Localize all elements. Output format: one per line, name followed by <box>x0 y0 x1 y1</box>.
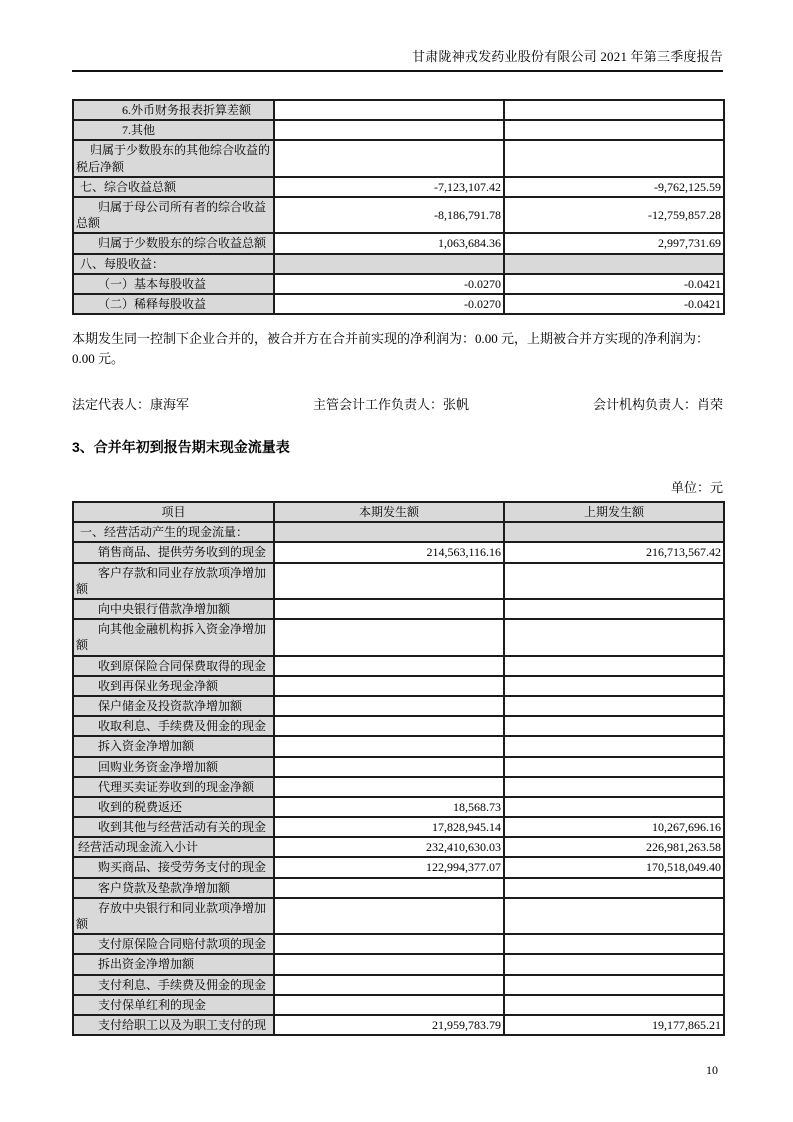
current-period-value <box>274 878 504 898</box>
unit-label: 单位：元 <box>670 480 723 496</box>
page-number: 10 <box>706 1063 718 1077</box>
row-label: 支付原保险合同赔付款项的现金 <box>73 934 274 954</box>
current-period-value <box>274 619 504 655</box>
table-row <box>73 140 724 176</box>
table-row <box>73 619 724 655</box>
table-row <box>73 254 724 274</box>
row-label: 向中央银行借款净增加额 <box>73 599 274 619</box>
current-period-value: 1,063,684.36 <box>274 233 504 253</box>
column-header: 项目 <box>73 502 274 522</box>
prior-period-value <box>504 736 724 756</box>
prior-period-value: -0.0421 <box>504 274 724 294</box>
table-row <box>73 995 724 1015</box>
row-label: 保户储金及投资款净增加额 <box>73 696 274 716</box>
table-row <box>73 120 724 140</box>
row-label: 经营活动现金流入小计 <box>73 837 274 857</box>
prior-period-value <box>504 563 724 599</box>
row-label: 代理买卖证券收到的现金净额 <box>73 777 274 797</box>
row-label: 收到原保险合同保费取得的现金 <box>73 656 274 676</box>
prior-period-value <box>504 777 724 797</box>
row-label: 拆入资金净增加额 <box>73 736 274 756</box>
row-label: 八、每股收益： <box>73 254 274 274</box>
prior-period-value: 216,713,567.42 <box>504 542 724 562</box>
current-period-value <box>274 716 504 736</box>
row-label: 支付利息、手续费及佣金的现金 <box>73 975 274 995</box>
table-row <box>73 857 724 877</box>
table-row <box>73 233 724 253</box>
row-label: 支付保单红利的现金 <box>73 995 274 1015</box>
signature-row <box>72 394 723 413</box>
current-period-value <box>274 656 504 676</box>
prior-period-value <box>504 619 724 655</box>
chief-accountant: 主管会计工作负责人：张帆 <box>312 397 469 413</box>
row-label: 收到其他与经营活动有关的现金 <box>73 817 274 837</box>
column-header: 上期发生额 <box>504 502 724 522</box>
table-row <box>73 878 724 898</box>
current-period-value: 17,828,945.14 <box>274 817 504 837</box>
table-row <box>73 817 724 837</box>
table-row <box>73 797 724 817</box>
current-period-value: -0.0270 <box>274 294 504 314</box>
table-row <box>73 656 724 676</box>
current-period-value <box>274 599 504 619</box>
prior-period-value <box>504 696 724 716</box>
prior-period-value: -0.0421 <box>504 294 724 314</box>
prior-period-value: 2,997,731.69 <box>504 233 724 253</box>
table-row <box>73 197 724 233</box>
prior-period-value: 170,518,049.40 <box>504 857 724 877</box>
prior-period-value <box>504 878 724 898</box>
table-row <box>73 599 724 619</box>
page-header <box>72 0 723 65</box>
current-period-value <box>274 676 504 696</box>
table-row <box>73 716 724 736</box>
table-row <box>73 696 724 716</box>
row-label: 回购业务资金净增加额 <box>73 757 274 777</box>
prior-period-value <box>504 100 724 120</box>
cashflow-table <box>72 501 725 1036</box>
current-period-value <box>274 995 504 1015</box>
current-period-value: 18,568.73 <box>274 797 504 817</box>
current-period-value: 214,563,116.16 <box>274 542 504 562</box>
current-period-value <box>274 100 504 120</box>
prior-period-value <box>504 522 724 542</box>
current-period-value: 122,994,377.07 <box>274 857 504 877</box>
table-row <box>73 777 724 797</box>
prior-period-value <box>504 797 724 817</box>
table-row <box>73 757 724 777</box>
row-label: 6.外币财务报表折算差额 <box>73 100 274 120</box>
table-row <box>73 676 724 696</box>
prior-period-value <box>504 757 724 777</box>
current-period-value <box>274 696 504 716</box>
row-label: 收到再保业务现金净额 <box>73 676 274 696</box>
table-row <box>73 736 724 756</box>
table-row <box>73 542 724 562</box>
table-row <box>73 954 724 974</box>
prior-period-value <box>504 599 724 619</box>
row-label: 支付给职工以及为职工支付的现 <box>73 1015 274 1035</box>
prior-period-value <box>504 995 724 1015</box>
row-label: 客户贷款及垫款净增加额 <box>73 878 274 898</box>
prior-period-value <box>504 254 724 274</box>
current-period-value <box>274 898 504 934</box>
prior-period-value <box>504 898 724 934</box>
prior-period-value: -12,759,857.28 <box>504 197 724 233</box>
prior-period-value <box>504 716 724 736</box>
table-row <box>73 274 724 294</box>
prior-period-value <box>504 140 724 176</box>
page-content <box>72 0 723 1036</box>
row-label: 归属于母公司所有者的综合收益总额 <box>73 197 274 233</box>
comprehensive-income-table <box>72 99 725 315</box>
prior-period-value <box>504 120 724 140</box>
current-period-value <box>274 140 504 176</box>
current-period-value: 232,410,630.03 <box>274 837 504 857</box>
row-label: 客户存款和同业存放款项净增加额 <box>73 563 274 599</box>
row-label: 拆出资金净增加额 <box>73 954 274 974</box>
row-label: 七、综合收益总额 <box>73 177 274 197</box>
prior-period-value <box>504 656 724 676</box>
current-period-value: -0.0270 <box>274 274 504 294</box>
row-label: 归属于少数股东的其他综合收益的税后净额 <box>73 140 274 176</box>
row-label: 7.其他 <box>73 120 274 140</box>
row-label: 向其他金融机构拆入资金净增加额 <box>73 619 274 655</box>
row-label: （一）基本每股收益 <box>73 274 274 294</box>
row-label: 收到的税费返还 <box>73 797 274 817</box>
current-period-value <box>274 954 504 974</box>
prior-period-value: 10,267,696.16 <box>504 817 724 837</box>
table-row <box>73 563 724 599</box>
current-period-value: -8,186,791.78 <box>274 197 504 233</box>
current-period-value <box>274 777 504 797</box>
prior-period-value: -9,762,125.59 <box>504 177 724 197</box>
row-label: 存放中央银行和同业款项净增加额 <box>73 898 274 934</box>
current-period-value <box>274 522 504 542</box>
current-period-value: -7,123,107.42 <box>274 177 504 197</box>
current-period-value <box>274 120 504 140</box>
table-row <box>73 898 724 934</box>
current-period-value: 21,959,783.79 <box>274 1015 504 1035</box>
prior-period-value <box>504 934 724 954</box>
row-label: 一、经营活动产生的现金流量： <box>73 522 274 542</box>
current-period-value <box>274 563 504 599</box>
table-row <box>73 934 724 954</box>
table-row <box>73 522 724 542</box>
prior-period-value <box>504 954 724 974</box>
row-label: （二）稀释每股收益 <box>73 294 274 314</box>
merger-note: 本期发生同一控制下企业合并的，被合并方在合并前实现的净利润为：0.00 元，上期被合并方实现的净利润为：0.00 元。 <box>72 331 710 366</box>
prior-period-value: 226,981,263.58 <box>504 837 724 857</box>
header-divider <box>72 70 723 72</box>
current-period-value <box>274 757 504 777</box>
table-row <box>73 100 724 120</box>
legal-representative: 法定代表人：康海军 <box>72 397 190 413</box>
current-period-value <box>274 975 504 995</box>
table-header-row <box>73 502 724 522</box>
table-row <box>73 177 724 197</box>
table-row <box>73 837 724 857</box>
column-header: 本期发生额 <box>274 502 504 522</box>
row-label: 归属于少数股东的综合收益总额 <box>73 233 274 253</box>
current-period-value <box>274 254 504 274</box>
current-period-value <box>274 736 504 756</box>
row-label: 销售商品、提供劳务收到的现金 <box>73 542 274 562</box>
prior-period-value <box>504 975 724 995</box>
table-row <box>73 1015 724 1035</box>
table-row <box>73 294 724 314</box>
report-title: 甘肃陇神戎发药业股份有限公司 2021 年第三季度报告 <box>412 49 723 64</box>
row-label: 收取利息、手续费及佣金的现金 <box>73 716 274 736</box>
prior-period-value <box>504 676 724 696</box>
table-row <box>73 975 724 995</box>
prior-period-value: 19,177,865.21 <box>504 1015 724 1035</box>
current-period-value <box>274 934 504 954</box>
row-label: 购买商品、接受劳务支付的现金 <box>73 857 274 877</box>
accounting-head: 会计机构负责人：肖荣 <box>592 397 723 413</box>
section-title: 3、合并年初到报告期末现金流量表 <box>72 439 290 456</box>
